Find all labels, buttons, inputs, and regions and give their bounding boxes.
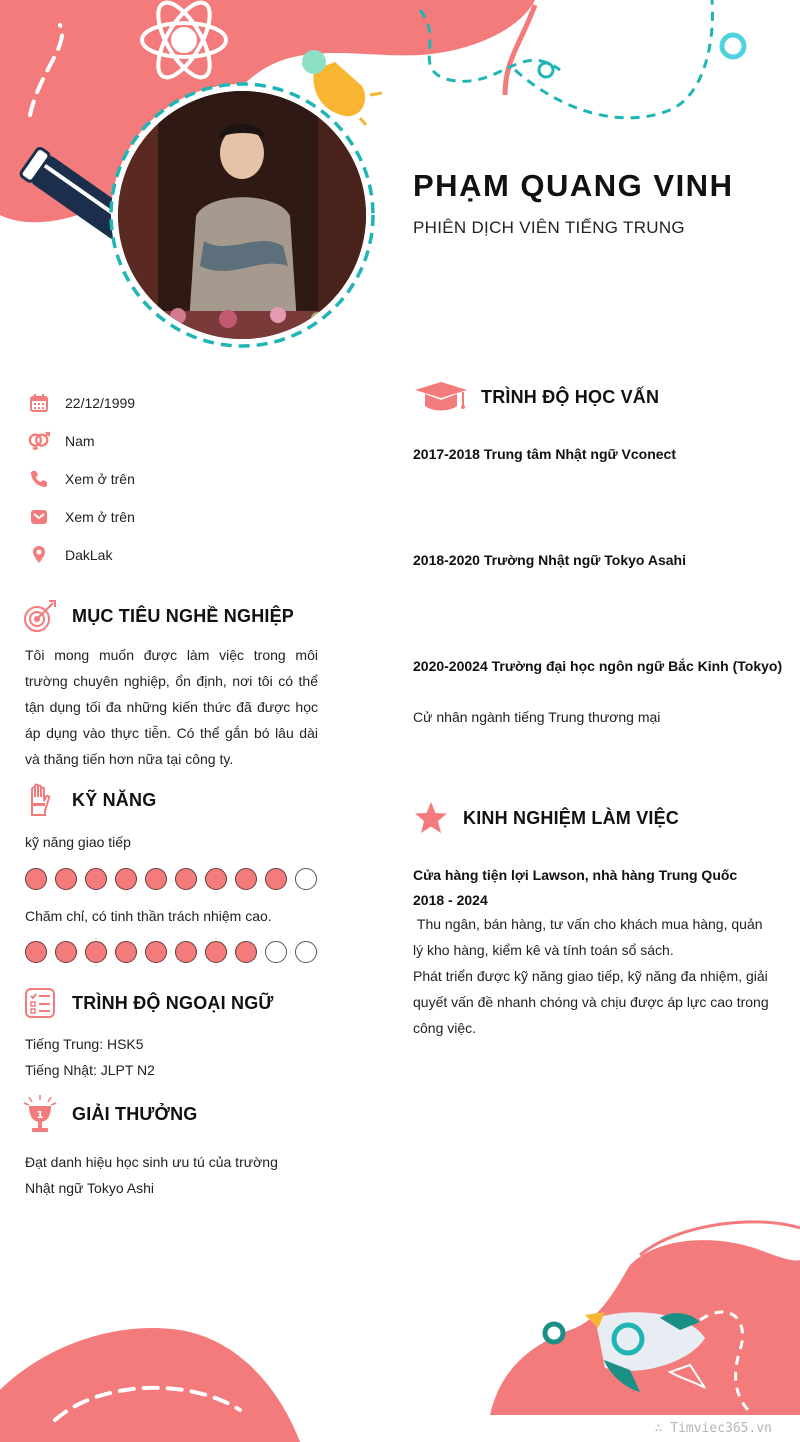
profile-photo-frame [108,81,376,349]
section-title: KINH NGHIỆM LÀM VIỆC [463,807,680,828]
rating-dot-filled [175,941,197,963]
phone-icon [28,468,50,490]
contact-item-address [28,536,135,574]
section-languages-heading [22,985,274,1021]
rating-dot-filled [145,941,167,963]
watermark: ∴ Timviec365.vn [654,1421,772,1436]
contact-item-phone [28,460,135,498]
contact-text: Xem ở trên [65,509,135,525]
education-entry-heading: 2017-2018 Trung tâm Nhật ngữ Vconect [413,446,676,462]
rating-dot-filled [55,868,77,890]
contact-text: Xem ở trên [65,471,135,487]
skill-rating [25,941,317,963]
section-education-heading [413,379,659,415]
section-objective-heading [22,598,294,634]
target-icon [22,598,58,634]
section-awards-heading [22,1096,197,1132]
section-title: GIẢI THƯỞNG [72,1103,198,1124]
svg-text:1: 1 [36,1110,44,1121]
section-skills-heading [22,782,156,818]
hand-icon [22,782,58,818]
skill-label: kỹ năng giao tiếp [25,834,131,850]
contact-text: DakLak [65,547,113,563]
rating-dot-filled [115,941,137,963]
email-icon [28,506,50,528]
rating-dot-filled [265,868,287,890]
rating-dot-filled [25,868,47,890]
candidate-role: PHIÊN DỊCH VIÊN TIẾNG TRUNG [413,218,685,237]
experience-description: Thu ngân, bán hàng, tư vấn cho khách mua hàng, quản lý kho hàng, kiểm kê và tính toán sổ sách. [413,916,767,958]
skill-label: Chăm chỉ, có tinh thần trách nhiệm cao. [25,908,272,924]
contact-list [28,384,135,574]
star-icon [413,800,449,836]
rating-dot-filled [145,868,167,890]
section-title: MỤC TIÊU NGHỀ NGHIỆP [72,605,295,626]
rating-dot-filled [235,941,257,963]
contact-item-birthday [28,384,135,422]
award-text: Nhật ngữ Tokyo Ashi [25,1180,154,1196]
rating-dot-filled [175,868,197,890]
section-title: TRÌNH ĐỘ HỌC VẤN [481,386,660,407]
ring-icon [722,35,744,57]
trophy-icon [22,1096,58,1132]
experience-company: Cửa hàng tiện lợi Lawson, nhà hàng Trung Quốc [413,867,738,883]
candidate-name: PHẠM QUANG VINH [413,168,734,203]
award-text: Đạt danh hiệu học sinh ưu tú của trường [25,1154,278,1170]
rating-dot-filled [235,868,257,890]
education-entry-heading: 2018-2020 Trường Nhật ngữ Tokyo Asahi [413,552,686,568]
profile-photo [118,91,366,339]
rating-dot-filled [85,941,107,963]
checklist-icon [22,985,58,1021]
experience-description: Phát triển được kỹ năng giao tiếp, kỹ năng đa nhiệm, giải quyết vấn đề nhanh chóng và chịu được áp lực cao trong công việc. [413,968,769,1036]
contact-text: 22/12/1999 [65,395,136,411]
gender-icon [28,430,50,452]
graduation-cap-icon [413,379,469,415]
rating-dot-filled [55,941,77,963]
contact-text: Nam [65,433,95,449]
rating-dot-filled [205,868,227,890]
rating-dot-filled [115,868,137,890]
education-entry-detail: Cử nhân ngành tiếng Trung thương mại [413,709,661,725]
calendar-icon [28,392,50,414]
experience-period: 2018 - 2024 [413,892,488,908]
bottom-left-blob [0,1328,300,1442]
objective-text: Tôi mong muốn được làm việc trong môi trường chuyên nghiệp, ổn định, nơi tôi có thể tận dụng tối đa những kiến thức đã được học áp dụng vào thực tiễn. Có thể gắn bó lâu dài và thăng tiến hơn nữa tại công ty. [25,647,318,767]
rating-dot-filled [85,868,107,890]
language-item: Tiếng Nhật: JLPT N2 [25,1062,155,1078]
language-item: Tiếng Trung: HSK5 [25,1036,144,1052]
contact-item-gender [28,422,135,460]
rating-dot-empty [295,868,317,890]
section-title: KỸ NĂNG [72,789,157,810]
rating-dot-filled [205,941,227,963]
section-experience-heading [413,800,679,836]
contact-item-email [28,498,135,536]
section-title: TRÌNH ĐỘ NGOẠI NGỮ [72,992,274,1013]
education-entry-heading: 2020-20024 Trường đại học ngôn ngữ Bắc Kinh (Tokyo) [413,658,783,674]
rating-dot-empty [295,941,317,963]
rating-dot-filled [25,941,47,963]
skill-rating [25,868,317,890]
location-pin-icon [28,544,50,566]
rating-dot-empty [265,941,287,963]
